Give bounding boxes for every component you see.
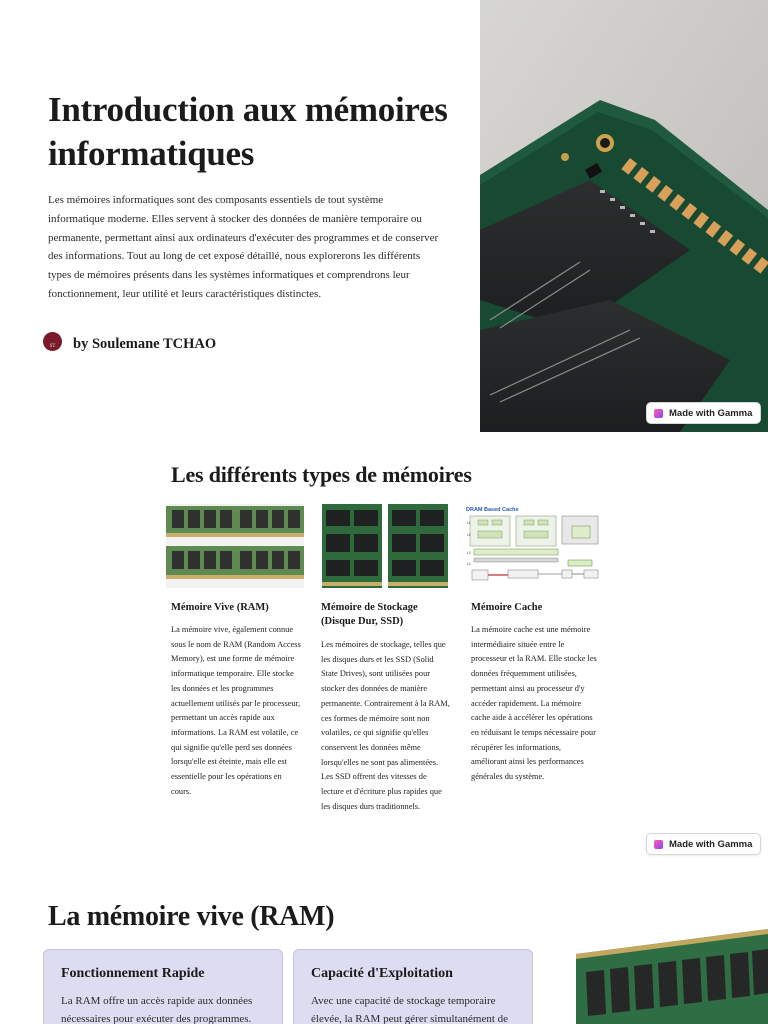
svg-text:L2: L2 [467,533,471,537]
diagram-heading: DRAM Based Cache [466,507,519,513]
card-title-storage: Mémoire de Stockage (Disque Dur, SSD) [321,602,418,627]
badge-label: Made with Gamma [669,838,753,850]
card-title-cache: Mémoire Cache [471,602,543,613]
slide-title: La mémoire vive (RAM) [48,901,335,932]
feature-card-fast [43,949,283,1024]
feature-title: Fonctionnement Rapide [61,966,205,981]
dram-cache-diagram [466,504,604,588]
gamma-logo-icon [654,840,663,849]
card-text-ram: La mémoire vive, également connue sous le nom de RAM (Random Access Memory), est une forme de mémoire informatique temporaire. Elle stocke les données et les programmes actuellement utilisés par le processeur, permettant un accès rapide aux informations. La RAM est volatile, ce qui signifie qu'elle perd ses données lorsqu'elle est éteinte, mais elle est essentielle pour les opérations en cours. [171,625,301,796]
slide-ram [0,864,768,1024]
slide-memory-types [0,432,768,864]
ssd-board-image [316,504,454,588]
card-text-storage: Les mémoires de stockage, telles que les disques durs et les SSD (Solid State Drives), sont utilisées pour stocker des données de manière permanente. Contrairement à la RAM, ces formes de mémoire sont non volatiles, ce qui signifie qu'elles conservent les données même lorsqu'elles ne sont pas alimentées. Les SSD offrent des vitesses de lecture et d'écriture plus rapides que les disques durs traditionnels. [321,640,450,811]
avatar-initials: ST [49,343,56,349]
ram-sticks-image [166,504,304,588]
slide-intro [0,0,768,432]
author-name: by Soulemane TCHAO [73,335,217,352]
author-avatar [43,332,62,351]
svg-text:L4: L4 [467,562,471,566]
svg-text:L3: L3 [467,551,471,555]
gamma-logo-icon [654,409,663,418]
feature-title: Capacité d'Exploitation [311,966,453,981]
memory-module-photo [480,0,768,432]
feature-text: Avec une capacité de stockage temporaire élevée, la RAM peut gérer simultanément de [311,995,509,1024]
slide-title: Les différents types de mémoires [171,462,472,487]
intro-paragraph: Les mémoires informatiques sont des composants essentiels de tout système informatique moderne. Elles servent à stocker des données de manière temporaire ou permanente, permettant ainsi aux ordinateurs d'exécuter des programmes et de conserver des informations. Tout au long de cet exposé détaillé, nous explorerons les différents types de mémoires présents dans les systèmes informatiques et comprendrons leur fonctionnement, leur utilité et leurs caractéristiques distinctes. [48,194,439,300]
card-title-ram: Mémoire Vive (RAM) [171,602,269,613]
feature-card-capacity [293,949,533,1024]
card-text-cache: La mémoire cache est une mémoire intermédiaire située entre le processeur et la RAM. Elle stocke les données fréquemment utilisées, permettant ainsi au processeur d'y accéder rapidement. La mémoire cache aide à accélérer les opérations en réduisant le temps nécessaire pour récupérer les informations, améliorant ainsi les performances générales du système. [471,625,597,782]
slide-title: Introduction aux mémoires informatiques [48,90,448,173]
made-with-gamma-badge[interactable] [646,402,761,424]
badge-label: Made with Gamma [669,407,753,419]
ram-module-photo [576,864,768,1024]
made-with-gamma-badge[interactable] [646,833,761,855]
svg-text:L1: L1 [467,521,471,525]
author-byline [43,330,216,352]
feature-text: La RAM offre un accès rapide aux données nécessaires pour exécuter des programmes. [61,995,253,1024]
